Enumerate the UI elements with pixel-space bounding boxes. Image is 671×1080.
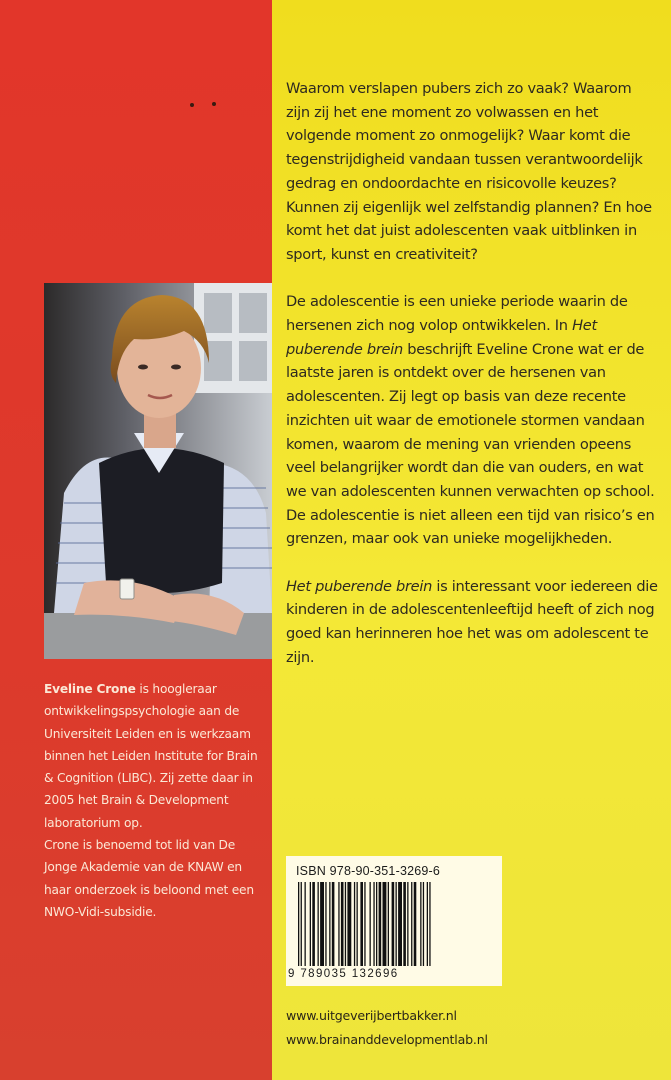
barcode-box: [286, 856, 502, 986]
author-bio-text-2: Crone is benoemd tot lid van De Jonge Akademie van de KNAW en haar onderzoek is beloond met een NWO-Vidi-subsidie.: [44, 838, 254, 919]
barcode-digits: 9 789035 132696: [288, 968, 399, 980]
author-photo: [44, 283, 272, 659]
blurb-text: De adolescentie is een unieke periode waarin de hersenen zich nog volop ontwikkelen. In: [286, 293, 628, 335]
blurb-paragraph-2: [286, 290, 658, 551]
back-cover-blurb: [286, 77, 658, 693]
author-bio-text: is hoogleraar ontwikkelingspsychologie aan de Universiteit Leiden en is werkzaam binnen het Leiden Institute for Brain & Cognition (LIBC). Zij zette daar in 2005 het Brain & Development laboratorium op.: [44, 682, 258, 830]
book-title-italic: Het puberende brein: [286, 317, 597, 358]
lab-url[interactable]: www.brainanddevelopmentlab.nl: [286, 1032, 488, 1047]
blurb-paragraph-3: [286, 575, 658, 670]
blurb-text: is interessant voor iedereen die kinderen in de adolescentenleeftijd heeft of zich nog goed kan herinneren hoe het was om adolescent te zijn.: [286, 577, 658, 666]
speck: [212, 102, 216, 106]
barcode-icon: [296, 882, 492, 968]
isbn-label: ISBN 978-90-351-3269-6: [296, 864, 441, 878]
speck: [190, 103, 194, 107]
blurb-paragraph-1: Waarom verslapen pubers zich zo vaak? Waarom zijn zij het ene moment zo volwassen en het volgende moment zo onmogelijk? Waar komt die tegenstrijdigheid vandaan tussen verantwoordelijk gedrag en ondoordachte en risicovolle keuzes? Kunnen zij eigenlijk wel zelfstandig plannen? En hoe komt het dat juist adolescenten vaak uitblinken in sport, kunst en creativiteit?: [286, 80, 652, 263]
author-bio: [44, 678, 266, 923]
author-name: Eveline Crone: [44, 682, 136, 696]
website-links: [286, 1004, 666, 1052]
blurb-text: beschrijft Eveline Crone wat er de laatste jaren is ontdekt over de hersenen van adolescenten. Zij legt op basis van deze recente inzichten uit waar de emotionele stormen vandaan komen, waarom de mening van vrienden opeens veel belangrijker wordt dan die van ouders, en wat we van adolescenten kunnen verwachten op school. De adolescentie is niet alleen een tijd van risico’s en grenzen, maar ook van unieke mogelijkheden.: [286, 340, 655, 548]
book-title-italic: Het puberende brein: [286, 577, 433, 595]
publisher-url[interactable]: www.uitgeverijbertbakker.nl: [286, 1008, 457, 1023]
